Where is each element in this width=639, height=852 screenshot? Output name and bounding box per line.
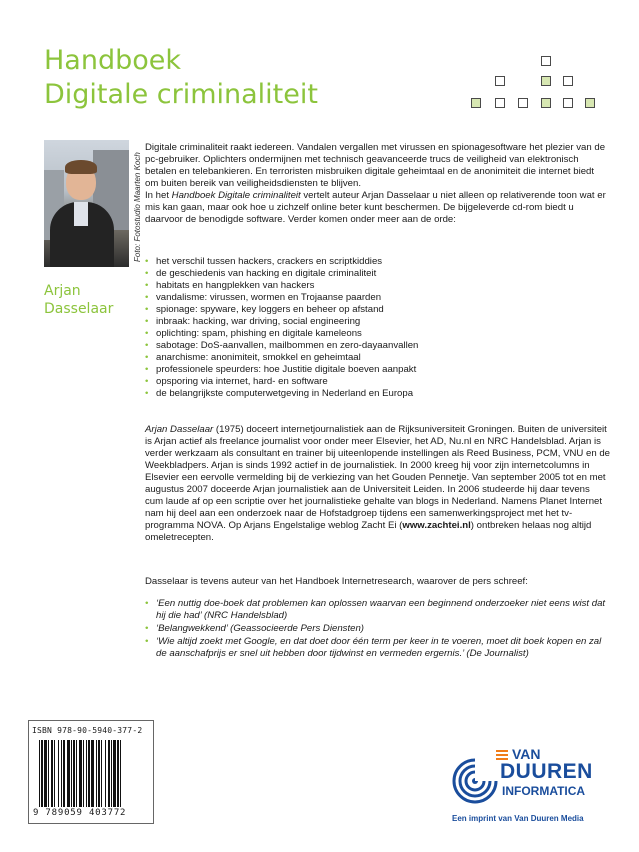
book-title (44, 44, 318, 112)
list-item: • opsporing via internet, hard- en software (145, 376, 610, 388)
list-item: • professionele speurders: hoe Justitie digitale boeven aanpakt (145, 364, 610, 376)
list-item: • sabotage: DoS-aanvallen, mailbommen en zero-dayaanvallen (145, 340, 610, 352)
bio-author-name: Arjan Dasselaar (145, 424, 214, 435)
publisher-logo (452, 744, 622, 830)
publisher-informatica: INFORMATICA (502, 784, 586, 798)
barcode-number: 9 789059 403772 (33, 808, 127, 818)
publisher-van: VAN (512, 746, 541, 762)
barcode-bars (39, 740, 145, 807)
list-item: • het verschil tussen hackers, crackers en scriptkiddies (145, 256, 610, 268)
list-item: • oplichting: spam, phishing en digitale kameleons (145, 328, 610, 340)
website-link[interactable]: www.zachtei.nl (402, 520, 471, 531)
title-line-2: Digitale criminaliteit (44, 79, 318, 110)
author-photo (44, 140, 129, 267)
publisher-logo-icon (452, 758, 498, 804)
list-item: • ‘Wie altijd zoekt met Google, en dat doet door één term per keer in te voeren, moet dit boek kopen en zal de aanschafprijs er snel uit hebben door tijdwinst en vermeden ergernis.’ (De Journalist) (145, 636, 610, 660)
list-item: • de belangrijkste computerwetgeving in Nederland en Europa (145, 388, 610, 400)
list-item: • habitats en hangplekken van hackers (145, 280, 610, 292)
author-first-name: Arjan (44, 283, 81, 299)
topic-list (145, 256, 610, 400)
publisher-tagline: Een imprint van Van Duuren Media (452, 814, 584, 823)
list-item: • ‘Een nuttig doe-boek dat problemen kan oplossen waarvan een beginnend onderzoeker niet eens wist dat hij die had’ (NRC Handelsblad) (145, 598, 610, 622)
list-item: • inbraak: hacking, war driving, social engineering (145, 316, 610, 328)
intro-paragraph-1: Digitale criminaliteit raakt iedereen. Vandalen vergallen met virussen en spionagesoftware het plezier van de pc-gebruiker. Oplichters ondermijnen met technisch geavanceerde trucs de veiligheid van elektronisch betalen en telebankieren. En terroristen misbruiken digitale geheimtaal en de anonimiteit die internet biedt om buiten bereik van veiligheidsdiensten te blijven. (145, 142, 606, 189)
barcode (28, 720, 154, 824)
book-title-italic: Handboek Digitale criminaliteit (171, 190, 301, 201)
list-item: • ‘Belangwekkend’ (Geassocieerde Pers Diensten) (145, 623, 610, 635)
title-line-1: Handboek (44, 45, 182, 76)
publisher-duuren: DUUREN (500, 760, 593, 783)
photo-credit: Foto: Fotostudio Maarten Koch (133, 152, 142, 262)
list-item: • vandalisme: virussen, wormen en Trojaanse paarden (145, 292, 610, 304)
isbn-number: ISBN 978-90-5940-377-2 (32, 726, 143, 735)
author-name (44, 282, 113, 318)
decorative-squares (471, 56, 597, 118)
list-item: • anarchisme: anonimiteit, smokkel en geheimtaal (145, 352, 610, 364)
intro-text (145, 142, 610, 226)
author-last-name: Dasselaar (44, 301, 114, 317)
intro-paragraph-2: In het Handboek Digitale criminaliteit vertelt auteur Arjan Dasselaar u niet alleen op relativerende toon wat er mis kan gaan, maar ook hoe u zichzelf online beter kunt beschermen. De bijgeleverde cd-rom biedt u daarvoor de benodigde software. Verder komen onder meer aan de orde: (145, 190, 606, 225)
press-quotes (145, 598, 610, 661)
press-intro: Dasselaar is tevens auteur van het Handboek Internetresearch, waarover de pers schreef: (145, 576, 528, 587)
author-bio: Arjan Dasselaar (1975) doceert internetjournalistiek aan de Rijksuniversiteit Groningen. Buiten de universiteit is Arjan actief als freelance journalist voor onder meer Elsevier, het AD, Nu.nl en NRC Handelsblad. Arjan is verder werkzaam als consultant en trainer bij uiteenlopende instellingen als Reed Business, PCM, VNU en de Weekbladpers. Arjan is sinds 1992 actief in de journalistiek. In 2000 kreeg hij voor zijn internetcolumns in Elsevier een eervolle vermelding bij de verkiezing van het Gouden Pennetje. Van september 2005 tot en met augustus 2007 doceerde Arjan journalistiek aan de Universiteit Leiden. In 2006 studeerde hij daar tevens cum laude af op een scriptie over het journalistieke gehalte van blogs in Nederland. Namens Planet Internet nam hij deel aan een onderzoek naar de Hofstadgroep tijdens een samenwerkingsproject met het tv-programma NOVA. Op Arjans Engelstalige weblog Zacht Ei (www.zachtei.nl) ontbreken helaas nog altijd omeletrecepten. (145, 424, 611, 543)
list-item: • spionage: spyware, key loggers en beheer op afstand (145, 304, 610, 316)
list-item: • de geschiedenis van hacking en digitale criminaliteit (145, 268, 610, 280)
